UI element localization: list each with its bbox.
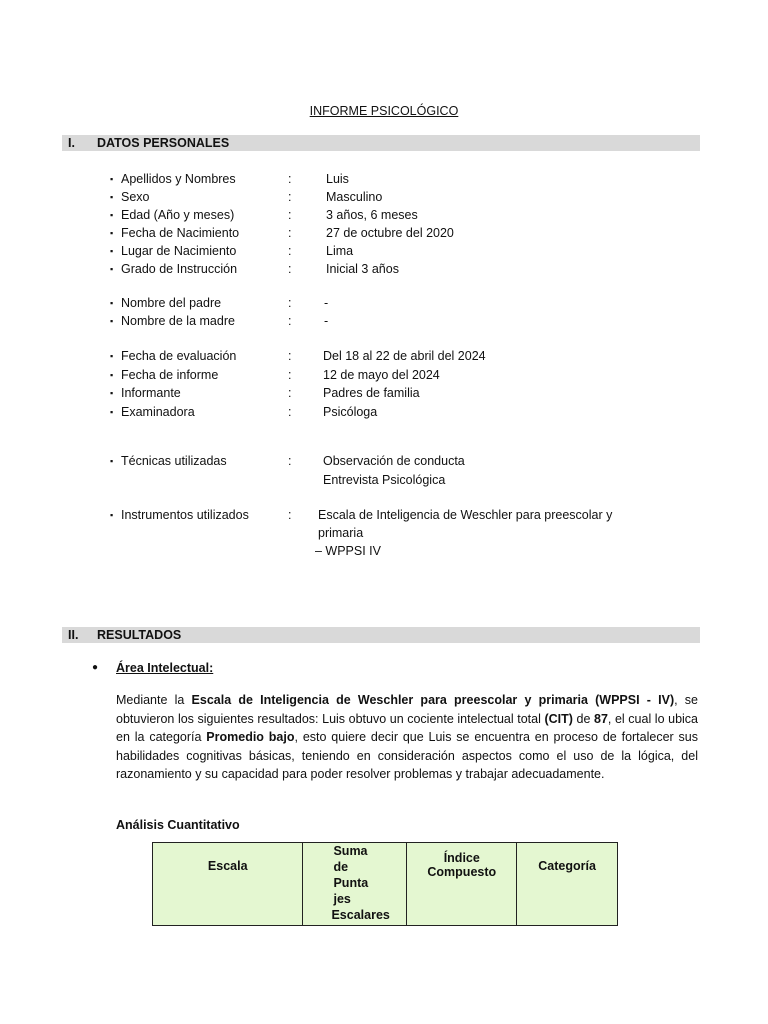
field-row [110, 189, 710, 205]
instrumento-line: – WPPSI IV [315, 544, 381, 558]
bullet-icon: ▪ [110, 298, 114, 308]
field-instrumentos-values [315, 506, 613, 560]
bullet-icon: ● [92, 662, 99, 673]
field-label: Instrumentos utilizados [121, 508, 249, 522]
header-line: Escalares [331, 908, 390, 922]
field-value: 3 años, 6 meses [326, 208, 418, 222]
paragraph-text: de [572, 711, 595, 726]
paragraph-bold: Promedio bajo [206, 730, 295, 745]
field-value: Masculino [326, 190, 383, 204]
field-colon: : [288, 296, 292, 310]
field-row [110, 225, 710, 241]
field-value: 27 de octubre del 2020 [326, 226, 454, 240]
section-label: DATOS PERSONALES [97, 136, 230, 150]
field-value: Inicial 3 años [326, 262, 399, 276]
paragraph-text: , se obtuvieron los siguientes resultados: Luis obtuvo un cociente intelectual total [116, 693, 698, 726]
field-colon: : [288, 314, 292, 328]
bullet-icon: ▪ [110, 388, 114, 398]
bullet-icon: ▪ [110, 192, 114, 202]
bullet-icon: ▪ [110, 351, 114, 361]
bullet-icon: ▪ [110, 246, 114, 256]
bullet-icon: ▪ [110, 456, 114, 466]
header-line: Suma [333, 844, 368, 858]
field-label: Lugar de Nacimiento [121, 244, 237, 258]
paragraph-bold: 87 [594, 711, 608, 726]
paragraph-bold: Escala de Inteligencia de Weschler para preescolar y primaria (WPPSI - IV) [191, 693, 675, 707]
field-value: Luis [326, 172, 349, 186]
field-label: Grado de Instrucción [121, 262, 238, 276]
field-label: Fecha de evaluación [121, 349, 237, 363]
field-value: - [324, 296, 329, 310]
field-value: Psicóloga [323, 404, 378, 419]
field-colon: : [288, 172, 292, 186]
bullet-icon: ▪ [110, 210, 114, 220]
field-colon: : [288, 190, 292, 204]
section-datos-personales [62, 135, 700, 151]
bullet-icon: ▪ [110, 264, 114, 274]
field-colon: : [288, 367, 292, 382]
bullet-icon: ▪ [110, 228, 114, 238]
field-row [110, 295, 710, 311]
field-colon: : [288, 454, 292, 468]
report-title: INFORME PSICOLÓGICO [309, 104, 459, 118]
header-line: jes [333, 892, 351, 906]
header-categoria: Categoría [517, 843, 618, 926]
field-label: Nombre de la madre [121, 314, 235, 328]
tecnica-line: Observación de conducta [323, 454, 465, 468]
field-label: Fecha de informe [121, 367, 219, 382]
field-label: Nombre del padre [121, 296, 222, 310]
field-colon: : [288, 349, 292, 363]
field-colon: : [288, 404, 292, 419]
section-resultados [62, 627, 700, 643]
header-suma [303, 843, 407, 926]
header-indice [407, 843, 517, 926]
bullet-icon: ▪ [110, 369, 114, 380]
field-label: Sexo [121, 190, 150, 204]
field-colon: : [288, 244, 292, 258]
header-line: Compuesto [427, 865, 497, 879]
header-line: de [333, 860, 349, 874]
bullet-icon: ▪ [110, 174, 114, 184]
field-tecnicas-values [323, 452, 465, 489]
field-row [110, 385, 710, 401]
field-label: Edad (Año y meses) [121, 208, 235, 222]
instrumento-line: primaria [318, 526, 364, 540]
area-heading-text: Área Intelectual: [116, 661, 214, 675]
header-line: Índice [443, 851, 480, 865]
bullet-icon: ▪ [110, 406, 114, 417]
tecnica-line: Entrevista Psicológica [323, 473, 446, 487]
field-value: Del 18 al 22 de abril del 2024 [323, 349, 486, 363]
paragraph-text: , el cual lo ubica en la categoría [116, 711, 698, 745]
bullet-icon: ▪ [110, 510, 114, 520]
bullet-icon: ▪ [110, 316, 114, 326]
section-number: II. [68, 628, 79, 642]
section-label: RESULTADOS [97, 628, 182, 642]
paragraph-text: Mediante la [116, 693, 192, 707]
field-value: - [324, 314, 329, 328]
field-label: Informante [121, 386, 181, 400]
header-line: Punta [333, 876, 369, 890]
field-colon: : [288, 226, 292, 240]
field-label: Apellidos y Nombres [121, 172, 236, 186]
results-paragraph [116, 691, 698, 784]
field-colon: : [288, 386, 292, 400]
field-row [110, 261, 710, 277]
results-table [152, 842, 618, 926]
field-label: Fecha de Nacimiento [121, 226, 240, 240]
paragraph-bold: (CIT) [544, 711, 573, 726]
paragraph-text: , esto quiere decir que Luis se encuentra en proceso de fortalecer sus habilidades cognitivas básicas, teniendo en consideración aspectos como el uso de la lógica, del razonamiento y su capacidad para poder resolver problemas y trabajar adecuadamente. [116, 730, 699, 782]
field-row [110, 367, 710, 383]
field-colon: : [288, 208, 292, 222]
analysis-title: Análisis Cuantitativo [116, 818, 240, 832]
table-header-row [153, 843, 618, 926]
field-row [110, 171, 710, 187]
field-row [110, 243, 710, 259]
section-number: I. [68, 136, 75, 150]
field-row [110, 348, 710, 364]
field-label: Técnicas utilizadas [121, 454, 227, 468]
field-row [110, 207, 710, 223]
field-label: Examinadora [121, 404, 195, 419]
field-value: 12 de mayo del 2024 [323, 367, 440, 382]
header-escala: Escala [153, 843, 303, 926]
instrumento-line: Escala de Inteligencia de Weschler para preescolar y [318, 508, 613, 522]
field-value: Lima [326, 244, 354, 258]
field-row [110, 313, 710, 329]
field-row [110, 404, 710, 420]
field-colon: : [288, 508, 292, 522]
field-value: Padres de familia [323, 386, 420, 400]
field-colon: : [288, 262, 292, 276]
